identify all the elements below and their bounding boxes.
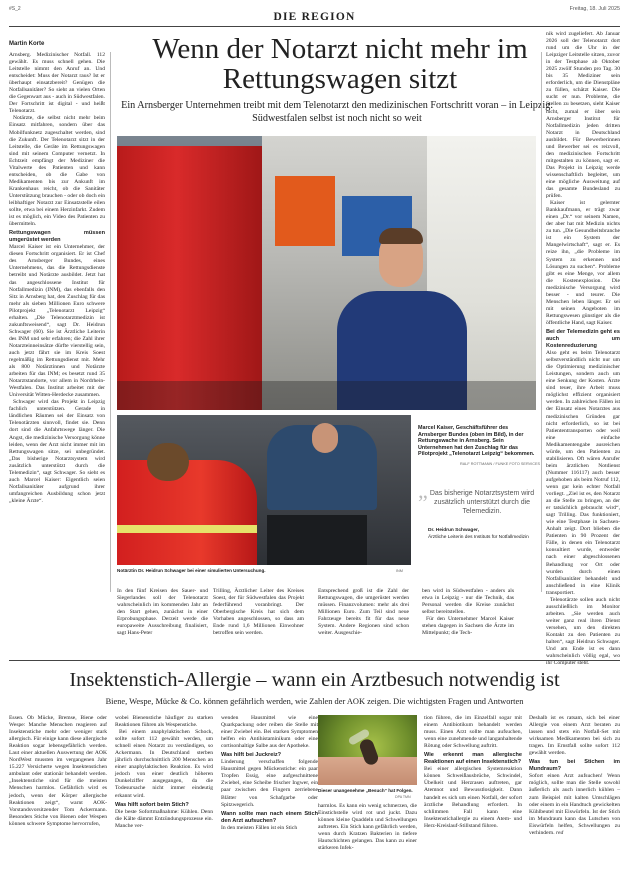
article-column-b3 bbox=[318, 588, 409, 644]
photo-equipment-orange bbox=[275, 176, 335, 246]
article-paragraph: tion führen, die im Einzelfall sogar mit einem Antibiotikum behandelt werden muss. Einen Arzt sollte man aufsuchen, wenn eine zunehmende und langanhaltende Rötung oder Schwellung auftritt. bbox=[424, 715, 522, 750]
article-subheadline: Ein Arnsberger Unternehmen treibt mit dem Telenotarzt den medizinischen Fortschritt voran – in Leipzig. Südwestfalen selbst ist noch nicht so weit bbox=[121, 100, 553, 124]
article-subheading: Rettungswagen müssen umgerüstet werden bbox=[9, 230, 105, 244]
article2-column-3 bbox=[221, 715, 318, 867]
photo-rettungswache bbox=[117, 136, 536, 410]
article2-headline: Insektenstich-Allergie – wann ein Arztbesuch notwendig ist bbox=[69, 669, 560, 691]
article-paragraph: ben wird in Südwestfalen - anders als etwa in Leipzig - nur die Technik, das Personal werden die Kreise zunächst selbst bereitstellen. bbox=[422, 588, 514, 616]
article-text: Sofort einen Arzt aufsuchen! Wenn möglich, sollte man die Stelle sowohl äußerlich als auch innerlich kühlen – zum Beispiel mit kalten Umschlägen oder einem in ein Handtuch gewickelten Kühlbeutel mit Eiswürfeln. Ist der Stich im Mundraum kann das Lutschen von Eiswürfeln helfen, Schwellungen zu verhindern. bbox=[529, 773, 620, 836]
photo3-caption: Dieser unangenehme „Besuch“ hat Folgen. bbox=[318, 788, 413, 793]
article-paragraph: Trilling, Ärztlicher Leiter des Kreises Soest, der für Südwestfalen das Projekt federführend voranbringt. Der Oberbergische Kreis hat sich dem Vorhaben angeschlossen, so dass am Ende rund 1,6 Millionen Einwohner betroffen sein werden. bbox=[213, 588, 304, 637]
article-subheading: Wie erkennt man allergische Reaktionen auf einen Insektenstich? bbox=[424, 752, 522, 766]
photo2-monitor bbox=[267, 515, 367, 565]
article-paragraph: Schwager wird das Projekt in Leipzig fachlich unterstützen. Gerade in ländlichen Räumen sei der Einsatz von Telenotärzten sinnvoll, findet sie. Denn dort sind die Anfahrtswege länger. Die Angst, die medizinische Versorgung könne leiden, wenn der Arzt nicht immer mit im Rettungswagen sitze, sei unbegründet. „Das bisherige Notarztsystem wird zusätzlich unterstützt durch die Telemedizin“, sagt Schwager. So sieht es auch Marcel Kaiser: Eigentlich seien Notfallsanitäter aufgrund ihrer umfangreichen Ausbildung schon jetzt „kleine Ärzte“. bbox=[9, 399, 105, 504]
article-paragraph: In den meisten Fällen ist ein Stich bbox=[221, 824, 298, 831]
quote-text: Das bisherige Notarztsystem wird zusätzlich unterstützt durch die Telemedizin. bbox=[429, 490, 535, 515]
photo-ambulance-left bbox=[117, 146, 267, 410]
article-paragraph: harmlos. Es kann ein wenig schmerzen, die Einstichstelle wird rot und juckt. Dazu können kleine Quaddeln und Schwellungen auftreten. Ein Stich kann gefährlich werden, wenn durch Kratzen Bakterien in tiefere Hautschichten gelangen. Das kann zu einer stärkeren Infek- bbox=[318, 803, 417, 852]
photo2-doctor-hair bbox=[147, 443, 189, 481]
article-column-b2 bbox=[213, 588, 304, 644]
photo2-reflective-stripe bbox=[117, 525, 257, 533]
page-code: #S_2 bbox=[9, 6, 21, 12]
article-headline: Wenn der Notarzt nicht mehr im Rettungswagen sitzt bbox=[152, 33, 528, 95]
article-paragraph: Für den Unternehmer Marcel Kaiser stehen dagegen in Sachsen die Ärzte im Mittelpunkt; die Tech- bbox=[422, 616, 514, 637]
header-rule bbox=[9, 26, 620, 27]
article-paragraph: Die beste Sofortmaßnahme: Kühlen. Denn die Kälte dämmt Entzündungsprozesse ein. Manche ver- bbox=[115, 808, 213, 829]
author-byline: Martin Korte bbox=[9, 41, 45, 47]
column-divider bbox=[541, 52, 542, 592]
article-subheading: Bei der Telemedizin geht es auch um Kostenreduzierung bbox=[546, 328, 620, 350]
article2-column-5 bbox=[424, 715, 522, 867]
article-column-b1 bbox=[117, 588, 208, 644]
photo2-credit: INM bbox=[396, 569, 403, 573]
article-paragraph: In den fünf Kreisen des Sauer- und Siegerlandes soll der Telenotarzt wahrscheinlich im kommenden Jahr an den Start gehen, zunächst in einer Erprobungsphase. Derzeit werde die europaweite Ausschreibung finalisiert, sagt Hans-Peter bbox=[117, 588, 208, 637]
article-paragraph: Deshalb ist es ratsam, sich bei einer Allergie von einem Arzt beraten zu lassen und stets ein Notfall-Set mit wirksamen Medikamenten bei sich zu tragen. Im Ernstfall sollte sofort 112 gewählt werden. bbox=[529, 715, 620, 757]
article-paragraph: Linderung verschaffen folgende Hausmittel gegen Mückenstiche: ein paar Tropfen Essig, eine aufgeschnittene Zwiebel, eine Scheibe frischer Ingwer, ein paar zwischen den Fingern zerriebene Blätter von Schafgarbe oder Spitzwegerich. bbox=[221, 759, 318, 808]
article-separator bbox=[9, 660, 620, 661]
quote-author: Dr. Heidrun Schwager, bbox=[428, 528, 479, 533]
article2-column-4 bbox=[318, 803, 417, 867]
photo-floor bbox=[117, 381, 536, 410]
article-subheading: Was hilft bei Juckreiz? bbox=[221, 752, 282, 759]
quote-role: Ärztliche Leiterin des Instituts für Notfallmedizin bbox=[428, 535, 529, 540]
author-signature: red bbox=[556, 829, 564, 836]
photo2-patient-head bbox=[312, 423, 338, 453]
column-divider bbox=[110, 52, 111, 592]
photo2-doctor bbox=[117, 460, 257, 565]
article-paragraph: wenden Hausmittel wie eine Quarkpackung oder reiben die Stelle mit einer Zwiebel ein. Bei starken Symptomen helfen ein Antihistaminikum oder eine cortisonhaltige Salbe aus der Apotheke. bbox=[221, 715, 318, 750]
photo-mosquito bbox=[318, 715, 417, 785]
section-title: DIE REGION bbox=[273, 11, 356, 23]
article-paragraph: Arnsberg. Medizinischer Notfall. 112 gewählt. Es muss schnell gehen. Die Leitstelle nimmt den Anruf an. Und entscheidet: Muss der Notarzt raus? Ist er überhaupt einsatzbereit? Genügen die Notfallsanitäter? So sieht an vielen Orten die Gegenwart aus - auch in Südwestfalen. Der Fortschritt ist digital - und heißt Telenotarzt. bbox=[9, 52, 105, 115]
article2-column-2 bbox=[115, 715, 213, 867]
article-subheading: Wann sollte man nach einem Stich den Arzt aufsuchen? bbox=[221, 810, 318, 824]
article-paragraph: Notärzte, die selbst nicht mehr beim Einsatz mitfahren, sondern über das Mobilfunknetz zugeschaltet werden, sind die Zukunft. Der Telenotarzt sitzt in der Leitstelle, die Geräte im Rettungswagen sind mit seinem Computer vernetzt. In Echtzeit empfängt der Mediziner die Vitalwerte des Patienten und kann entscheiden, ob die Gabe von Medikamenten bis zur Ankunft im Krankenhaus reicht, ob die Sanitäter Unterstützung brauchen - oder ob doch ein leibhaftiger Notarzt zur Einsatzstelle eilen sollte, etwa bei einem Herzinfarkt. Zudem ist es möglich, ein Video des Patienten zu übermitteln. bbox=[9, 115, 105, 228]
article-paragraph: wobei Bienenstiche häufiger zu starken Reaktionen führen als Wespenstiche. bbox=[115, 715, 213, 729]
photo3-credit: DPA TMN bbox=[395, 795, 411, 799]
article-paragraph: Also geht es beim Telenotarzt selbstverständlich nicht nur um die Optimierung medizinischer Leistungen, sondern auch um eine Senkung der Kosten. Ärzte sind teuer, ihre Arbeit muss möglichst effizient organisiert werden. In zahlreichen Fällen ist der Einsatz eines Notarztes aus medizinischen Gründen gar nicht erforderlich, so ist bei Patiententransporten oder weil eine einfache Medikamentengabe ausreichen würde, um den Patienten zu stabilisieren. Oft wären Anrufer beim ärztlichen Notdienst (Nummer 116117) auch besser aufgehoben als beim Notruf 112, wenn gar kein echter Notfall vorliegt. „Ziel ist es, den Notarzt an die Stelle zu bringen, an der er tatsächlich gebraucht wird“, sagt Trilling. Das funktioniert, wie eine Testphase in Sachsen-Anhalt zeigt. Dort blieben die Patienten in 90 Prozent der Fälle, in denen ein Telenotarzt konsultiert wurde, entweder nach einer abgeschlossenen Behandlung vor Ort oder wurden durch einen Notfallsanitäter behandelt und anschließend in eine Klinik transportiert. bbox=[546, 350, 620, 596]
article-paragraph: Kaiser ist gelernter Bankkaufmann, er trägt zwar einen „Dr.“ vor seinem Namen, der aber hat mit Medizin nichts zu tun. „Die Gesundheitsbranche ist ein System der Mangelwirtschaft“, sagt er. Es reize ihn, „die Probleme im System zu erkennen und Lösungen zu suchen“. Probleme gibt es eine Menge, vor allem die Kostenexplosion. Die medizinische Versorgung wird besser - und teurer. Die Menschen leben länger. Er sei mit seinen Angeboten im Rettungswesen günstiger als die öffentliche Hand, sagt Kaiser. bbox=[546, 200, 620, 326]
article2-column-6 bbox=[529, 715, 620, 867]
article-subheading: Was tun bei Stichen im Mundraum? bbox=[529, 759, 620, 773]
photo-person-hair bbox=[379, 228, 423, 244]
article2-column-1 bbox=[9, 715, 107, 867]
article-column-b4 bbox=[422, 588, 514, 644]
article-paragraph: Telenotärzte sollen auch nicht ausschließlich im Monitor arbeiten. „Sie werden auch weiter ganz real ihren Dienst versehen, um den direkten Kontakt zu den Patienten zu halten“, sagt Heidrun Schwager. Und am Ende ist es dann wahrscheinlich völlig egal, wo ihr Computer steht. bbox=[546, 596, 620, 667]
article-paragraph: Essen. Ob Mücke, Bremse, Biene oder Wespe: Manche Menschen reagieren auf Insektenstiche mehr oder weniger stark allergisch. Für einige kann diese allergische Reaktion sogar lebensgefährlich werden. Laut einer aktuellen Auswertung der AOK NordWest mussten im vergangenen Jahr 15.227 Versicherte wegen Insektenstichen ambulant oder stationär behandelt werden. „Insektenstiche sind für die meisten Menschen harmlos. Gefährlich wird es jedoch, wenn der Körper allergische Reaktionen zeigt“, warnt AOK-Vorstandsvorsitzender Tom Ackermann. Besonders Stiche von Bienen oder Wespen können schwere Symptome hervorrufen, bbox=[9, 715, 107, 827]
article-paragraph: Marcel Kaiser ist ein Unternehmer, der diesen Fortschritt organisiert. Er ist Chef des Arnsberger Bundes, eines Unternehmens, das die Rettungsdienste betreibt und Notärzte ausbildet. Jetzt hat das angeschlossene Institut für Notfallmedizin (INM), das ebenfalls den Sitz in Arnsberg hat, den Zuschlag für das mehr als sieben Millionen Euro schwere Pilotprojekt „Telenotarzt Leipzig“ erhalten. „Die Telenotarztmedizin ist zukunftsweisend“, sagt Dr. Heidrun Schwager (60). Sie ist Ärztliche Leiterin des INM und sehr erfahren; die Zahl ihrer Notarzteinneinsätze dürfte vierstellig sein, auch jetzt fährt sie im Kreis Soest regelmäßig im Rettungsdienst mit. Mehr als 800 Notärztinnen und Notärzte arbeiten für das INM; es besetzt rund 35 Notarztstandorte, vor allem in Nordrhein-Westfalen. Das Institut arbeitet mit der Universität Witten-Herdecke zusammen. bbox=[9, 244, 105, 399]
quote-box bbox=[418, 480, 536, 558]
quote-mark: „ bbox=[418, 478, 428, 503]
photo-notaerztin bbox=[117, 415, 411, 565]
photo2-caption: Notärztin Dr. Heidrun Schwager bei einer simulierten Untersuchung. bbox=[117, 568, 266, 573]
page-date: Freitag, 18. Juli 2025 bbox=[569, 6, 620, 12]
article-column-right bbox=[546, 31, 620, 667]
photo1-credit: RALF ROTTMANN / FUNKE FOTO SERVICES bbox=[460, 462, 541, 466]
article-paragraph: nik wird zugeliefert. Ab Januar 2026 soll der Telenotarzt dort rund um die Uhr in der Leipziger Leitstelle sitzen, zuvor in der Testphase ab Oktober 2025 zwölf Stunden pro Tag. 30 bis 35 Mediziner sein erforderlich, um die Dienstpläne zu füllen, schätzt Kaiser. Die sucht er nun. Probleme, die Stellen zu besetzen, sieht Kaiser nicht, zumal er über sein Arnsberger Institut für Notfallmedizin jeden dritten Notarzt in Deutschland ausbildet. Für Bewerberinnen und Bewerber sei es reizvoll, den medizinischen Fortschritt mitgestalten zu können, sagt er. Das Projekt in Leipzig werde wissenschaftlich begleitet, um eine mögliche Ausweitung auf das gesamte Bundesland zu prüfen. bbox=[546, 31, 620, 200]
article-paragraph: Bei einer allergischen Systemreaktion können Schweißausbrüche, Schwindel, Übelkeit und Herzrasen auftreten, gar Atemnot und Bewusstlosigkeit. Dann handelt es sich um einen Notfall, der sofort ärztliche Behandlung erfordert. In schlimmen Fall kann eine Insektenstichallergie zu einem Atem- und Herz-Kreislauf-Stillstand führen. bbox=[424, 766, 522, 829]
article-paragraph: Bei einem anaphylaktischen Schock, sollte sofort 112 gewählt werden, um schnell einen Notarzt zu verständigen, so Ackermann. In Deutschland sterben jährlich durchschnittlich 200 Menschen an einer anaphylaktischen Reaktion. Es wird jedoch von einer deutlich höheren Dunkelziffer ausgegangen, da die Todesursache nicht immer eindeutig erkannt wird. bbox=[115, 729, 213, 799]
article2-subheadline: Biene, Wespe, Mücke & Co. können gefährlich werden, wie Zahlen der AOK zeigen. Die wichtigsten Fragen und Antworten bbox=[105, 697, 524, 706]
article-paragraph: Entsprechend groß ist die Zahl der Rettungswagen, die umgerüstet werden müssen. Finanzvolumen: mehr als drei Millionen Euro. Zum Teil sind neue Fahrzeuge bereits fit für das neue System. Andere Regionen sind schon weiter. Ausgeschie- bbox=[318, 588, 409, 637]
article-paragraph bbox=[529, 773, 620, 836]
photo1-caption: Marcel Kaiser, Geschäftsführer des Arnsberger Bundes (oben im Bild), in der Rettungswache in Arnsberg. Sein Unternehmen hat den Zuschlag für das Pilotprojekt „Telenotarzt Leipzig“ bekommen. bbox=[418, 425, 535, 458]
article-subheading: Was hilft sofort beim Stich? bbox=[115, 801, 189, 808]
